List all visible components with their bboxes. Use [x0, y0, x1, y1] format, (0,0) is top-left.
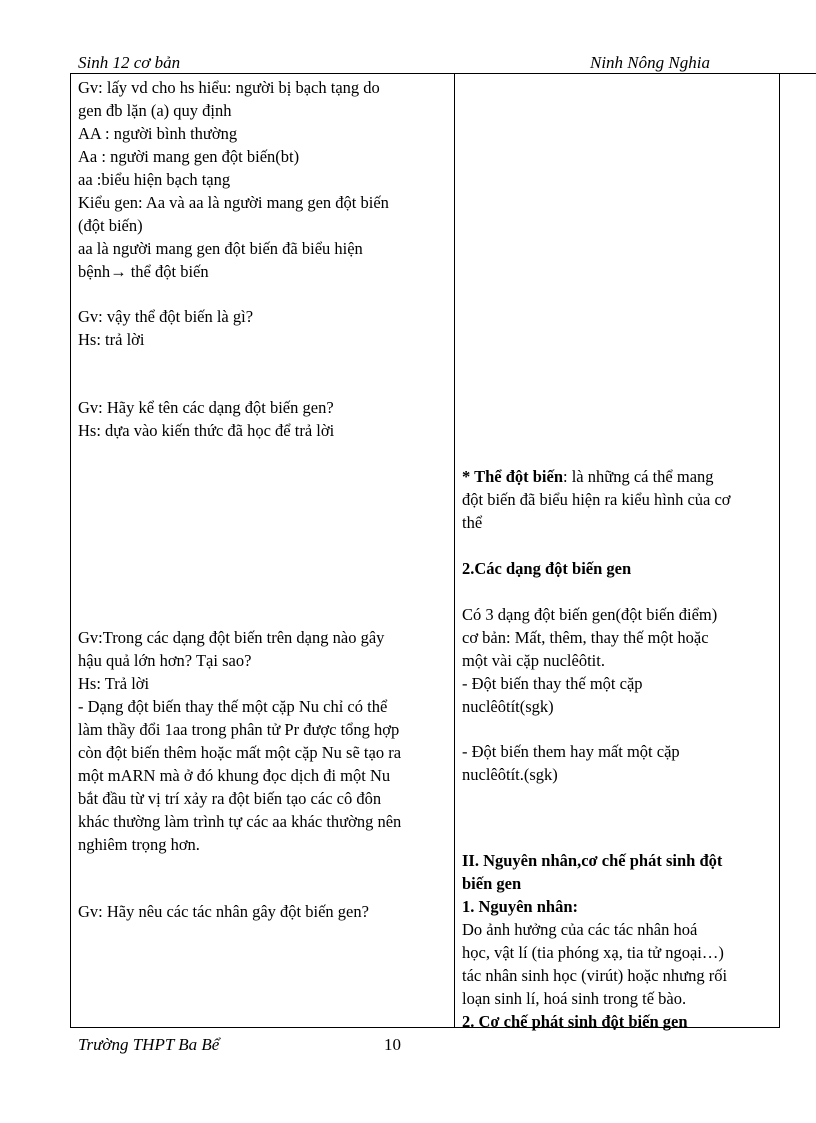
right-line: Do ảnh hưởng của các tác nhân hoá: [462, 920, 698, 939]
right-line: thể: [462, 513, 483, 532]
right-line: học, vật lí (tia phóng xạ, tia tử ngoại…): [462, 943, 724, 962]
left-line: - Dạng đột biến thay thế một cặp Nu chỉ có thể: [78, 697, 388, 716]
right-line: nuclêôtít(sgk): [462, 697, 554, 716]
left-line: Gv: vậy thể đột biến là gì?: [78, 307, 254, 326]
subsection-heading: 2. Cơ chế phát sinh đột biến gen: [462, 1012, 688, 1031]
left-line: Hs: dựa vào kiến thức đã học để trả lời: [78, 421, 335, 440]
subsection-heading: 1. Nguyên nhân:: [462, 897, 578, 916]
left-line: Hs: trả lời: [78, 330, 145, 349]
right-line: - Đột biến thay thế một cặp: [462, 674, 643, 693]
right-line: tác nhân sinh học (virút) hoặc nhưng rối: [462, 966, 728, 985]
left-line: một mARN mà ở đó khung đọc dịch đi một Nu: [78, 766, 391, 785]
left-line: bắt đầu từ vị trí xảy ra đột biến tạo các cô đôn: [78, 789, 382, 808]
left-line: Aa : người mang gen đột biến(bt): [78, 147, 300, 166]
right-line: cơ bản: Mất, thêm, thay thế một hoặc: [462, 628, 709, 647]
left-line: Gv: Hãy nêu các tác nhân gây đột biến gen?: [78, 902, 369, 921]
right-line: nuclêôtít.(sgk): [462, 765, 558, 784]
left-line: bệnh→ thể đột biến: [78, 262, 209, 281]
left-line: aa là người mang gen đột biến đã biểu hiện: [78, 239, 363, 258]
left-line: aa :biểu hiện bạch tạng: [78, 170, 231, 189]
term-the-dot-bien: * Thể đột biến: [462, 467, 564, 486]
left-line: Hs: Trả lời: [78, 674, 150, 693]
section-heading: biến gen: [462, 874, 522, 893]
left-line: Gv:Trong các dạng đột biến trên dạng nào gây: [78, 628, 385, 647]
header-subject: Sinh 12 cơ bản: [78, 53, 181, 72]
left-line: làm thầy đổi 1aa trong phân tử Pr được tổng hợp: [78, 720, 400, 739]
right-line: một vài cặp nuclêôtit.: [462, 651, 605, 670]
left-line: nghiêm trọng hơn.: [78, 835, 200, 854]
right-line: Có 3 dạng đột biến gen(đột biến điểm): [462, 605, 718, 624]
left-line: hậu quả lớn hơn? Tại sao?: [78, 651, 252, 670]
right-line: đột biến đã biểu hiện ra kiểu hình của cơ: [462, 490, 731, 509]
header-author: Ninh Nông Nghia: [590, 53, 710, 72]
right-line: - Đột biến them hay mất một cặp: [462, 742, 680, 761]
footer-school: Trường THPT Ba Bể: [78, 1035, 220, 1054]
right-line-the-dot-bien: [462, 465, 714, 488]
left-line: Gv: Hãy kể tên các dạng đột biến gen?: [78, 398, 334, 417]
left-line: (đột biến): [78, 216, 143, 235]
section-heading: II. Nguyên nhân,cơ chế phát sinh đột: [462, 851, 723, 870]
definition-text: : là những cá thể mang: [563, 467, 714, 486]
left-line: AA : người bình thường: [78, 124, 238, 143]
content-table: [70, 73, 780, 1028]
left-line: còn đột biến thêm hoặc mất một cặp Nu sẽ tạo ra: [78, 743, 402, 762]
page-number: 10: [384, 1035, 401, 1054]
left-line: Gv: lấy vd cho hs hiểu: người bị bạch tạng do: [78, 78, 380, 97]
right-line: loạn sinh lí, hoá sinh trong tế bào.: [462, 989, 687, 1008]
section-heading: 2.Các dạng đột biến gen: [462, 559, 632, 578]
column-divider: [454, 73, 455, 1028]
left-line: Kiểu gen: Aa và aa là người mang gen đột biến: [78, 193, 389, 212]
left-line: khác thường làm trình tự các aa khác thường nên: [78, 812, 402, 831]
left-line: gen đb lặn (a) quy định: [78, 101, 232, 120]
